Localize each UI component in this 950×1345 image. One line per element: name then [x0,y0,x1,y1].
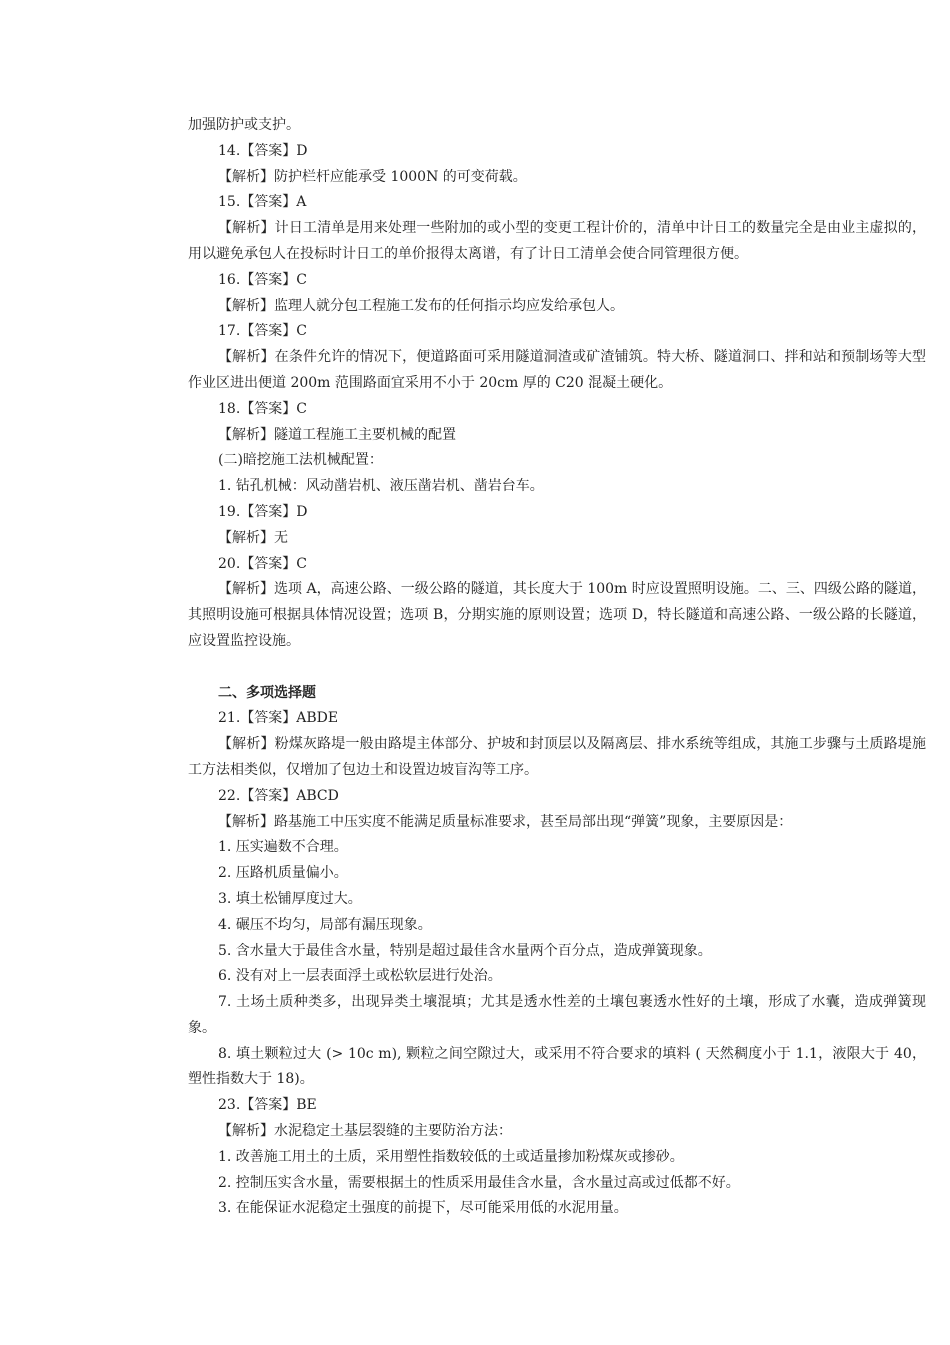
explanation-19: 【解析】无 [218,529,288,546]
answer-21: 21.【答案】ABDE [218,710,339,727]
explanation-18-sub: (二)暗挖施工法机械配置： [218,452,383,469]
section-spacer [188,655,926,681]
explanation-22-item: 1. 压实遍数不合理。 [218,839,348,856]
explanation-21: 【解析】粉煤灰路堤一般由路堤主体部分、护坡和封顶层以及隔离层、排水系统等组成，其施工步骤与土质路堤施工方法相类似，仅增加了包边土和设置边坡盲沟等工序。 [188,736,926,778]
explanation-22-item: 7. 土场土质种类多，出现异类土壤混填；尤其是透水性差的土壤包裹透水性好的土壤，形成了水囊，造成弹簧现象。 [188,994,926,1036]
section-heading-multiple-choice: 二、多项选择题 [218,684,316,701]
explanation-22-item: 5. 含水量大于最佳含水量，特别是超过最佳含水量两个百分点，造成弹簧现象。 [218,942,712,959]
explanation-22-item: 2. 压路机质量偏小。 [218,865,348,882]
explanation-22-item: 8. 填土颗粒过大 (> 10c m), 颗粒之间空隙过大，或采用不符合要求的填料 ( 天然稠度小于 1.1，液限大于 40，塑性指数大于 18)。 [188,1045,926,1088]
explanation-20: 【解析】选项 A，高速公路、一级公路的隧道，其长度大于 100m 时应设置照明设施。二、三、四级公路的隧道，其照明设施可根据具体情况设置；选项 B，分期实施的原则设置；选项 D，特长隧道和高速公路、一级公路的长隧道，应设置监控设施。 [188,581,926,649]
answer-23: 23.【答案】BE [218,1097,317,1114]
answer-18: 18.【答案】C [218,400,307,417]
explanation-15: 【解析】计日工清单是用来处理一些附加的或小型的变更工程计价的，清单中计日工的数量完全是由业主虚拟的，用以避免承包人在投标时计日工的单价报得太离谱，有了计日工清单会使合同管理很方便。 [188,220,926,262]
answer-explanations [188,113,926,1222]
explanation-23-item: 2. 控制压实含水量，需要根据土的性质采用最佳含水量，含水量过高或过低都不好。 [218,1174,740,1191]
explanation-23-item: 1. 改善施工用土的土质，采用塑性指数较低的土或适量掺加粉煤灰或掺砂。 [218,1148,684,1165]
paragraph-continued: 加强防护或支护。 [188,117,300,133]
explanation-23-item: 3. 在能保证水泥稳定土强度的前提下，尽可能采用低的水泥用量。 [218,1200,628,1217]
explanation-17: 【解析】在条件允许的情况下，便道路面可采用隧道洞渣或矿渣铺筑。特大桥、隧道洞口、拌和站和预制场等大型作业区进出便道 200m 范围路面宜采用不小于 20cm 厚的 C20 混凝土硬化。 [188,349,926,391]
explanation-23: 【解析】水泥稳定土基层裂缝的主要防治方法： [218,1123,512,1140]
explanation-18: 【解析】隧道工程施工主要机械的配置 [218,426,456,443]
explanation-22-item: 4. 碾压不均匀，局部有漏压现象。 [218,916,432,933]
explanation-18-item: 1. 钻孔机械：风动凿岩机、液压凿岩机、凿岩台车。 [218,478,544,495]
answer-15: 15.【答案】A [218,194,307,211]
answer-17: 17.【答案】C [218,323,307,340]
explanation-14: 【解析】防护栏杆应能承受 1000N 的可变荷载。 [218,168,527,185]
answer-20: 20.【答案】C [218,555,307,572]
explanation-22-item: 3. 填土松铺厚度过大。 [218,890,362,907]
answer-14: 14.【答案】D [218,142,308,159]
explanation-22-item: 6. 没有对上一层表面浮土或松软层进行处治。 [218,968,502,985]
explanation-22: 【解析】路基施工中压实度不能满足质量标准要求，甚至局部出现“弹簧”现象，主要原因是： [218,813,793,830]
explanation-16: 【解析】监理人就分包工程施工发布的任何指示均应发给承包人。 [218,297,624,314]
answer-16: 16.【答案】C [218,271,307,288]
answer-19: 19.【答案】D [218,503,308,520]
answer-22: 22.【答案】ABCD [218,787,339,804]
